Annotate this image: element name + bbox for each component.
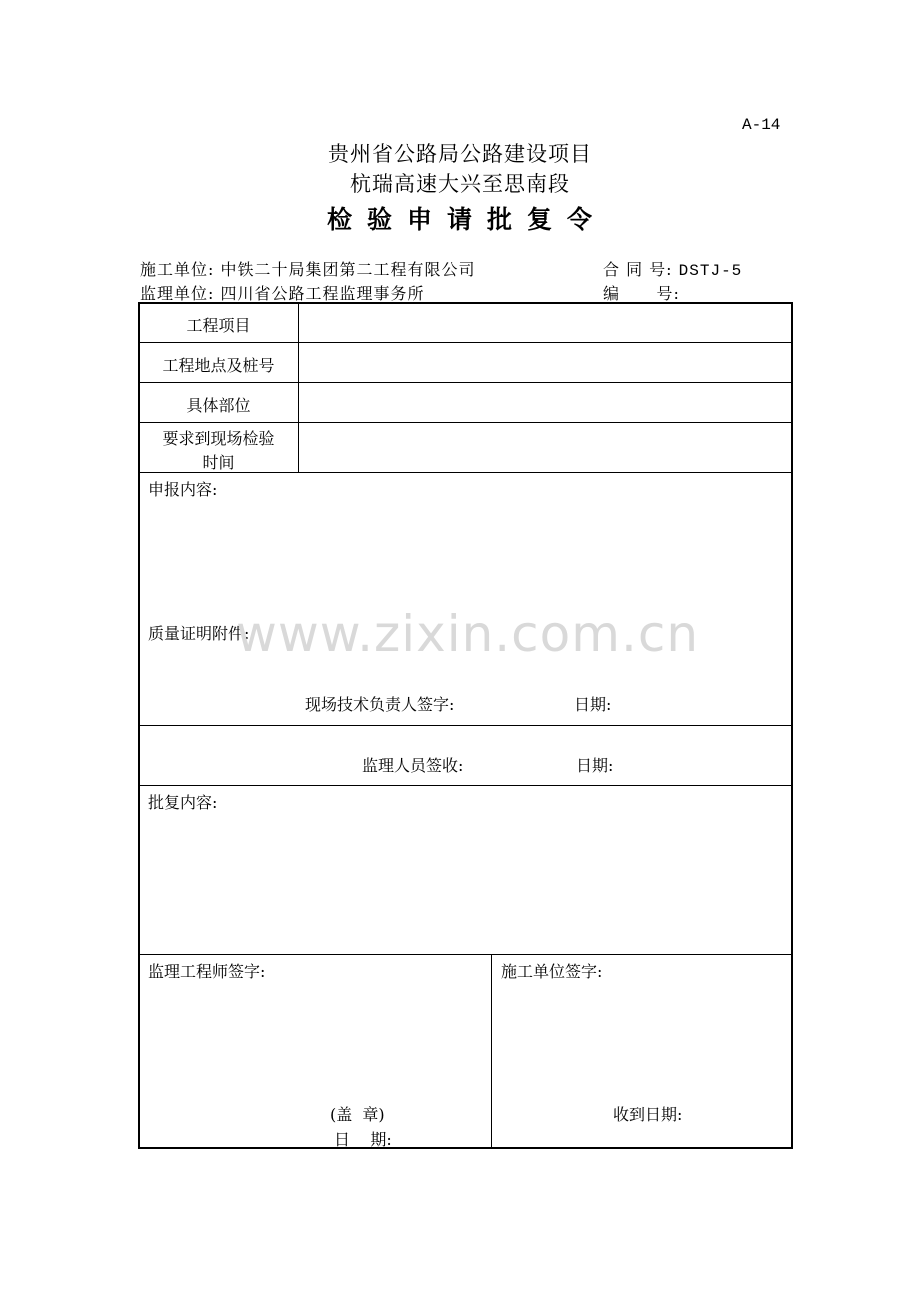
supervisor-value: 四川省公路工程监理事务所	[220, 284, 425, 303]
row-label-project: 工程项目	[186, 316, 251, 335]
row-label-time-line2: 时间	[202, 453, 235, 472]
row-divider	[139, 785, 792, 786]
contractor-label: 施工单位:	[140, 260, 215, 279]
project-field[interactable]	[300, 304, 790, 341]
supervisor-label: 监理单位:	[140, 284, 215, 303]
site-sign-label: 现场技术负责人签字:	[305, 695, 455, 714]
serial-label: 编 号:	[603, 284, 680, 303]
engineer-sign-label: 监理工程师签字:	[148, 962, 266, 981]
row-label-location: 工程地点及桩号	[162, 356, 275, 375]
site-date-label: 日期:	[574, 695, 612, 714]
location-field[interactable]	[300, 344, 790, 381]
approval-label: 批复内容:	[148, 793, 218, 812]
contractor-sign-label: 施工单位签字:	[501, 962, 603, 981]
title-line-2: 杭瑞高速大兴至思南段	[350, 172, 570, 196]
row-divider	[139, 382, 792, 383]
column-divider	[298, 303, 299, 472]
row-divider	[139, 342, 792, 343]
part-field[interactable]	[300, 384, 790, 421]
document-title: 检验申请批复令	[326, 205, 607, 234]
row-divider	[139, 954, 792, 955]
contract-info	[603, 257, 742, 280]
watermark: www.zixin.com.cn	[236, 605, 700, 663]
inspection-time-field[interactable]	[300, 424, 790, 471]
supervisor-info	[140, 281, 425, 304]
row-label-time-line1: 要求到现场检验	[162, 429, 275, 448]
title-line-1: 贵州省公路局公路建设项目	[328, 142, 592, 166]
row-label-part: 具体部位	[186, 396, 251, 415]
application-label: 申报内容:	[148, 480, 218, 499]
contract-label: 合 同 号:	[603, 260, 673, 279]
supervisor-receipt-label: 监理人员签收:	[362, 756, 464, 775]
receipt-date-label: 日期:	[576, 756, 614, 775]
row-divider	[139, 422, 792, 423]
received-date-label: 收到日期:	[613, 1105, 683, 1124]
row-divider	[139, 725, 792, 726]
contract-value: DSTJ-5	[678, 262, 743, 280]
contractor-info	[140, 257, 476, 280]
column-divider	[491, 954, 492, 1148]
contractor-value: 中铁二十局集团第二工程有限公司	[220, 260, 476, 279]
seal-label: (盖 章)	[330, 1105, 385, 1124]
quality-attachment-label: 质量证明附件:	[148, 624, 250, 643]
form-code: A-14	[742, 116, 781, 134]
bottom-date-label: 日 期:	[334, 1130, 392, 1149]
